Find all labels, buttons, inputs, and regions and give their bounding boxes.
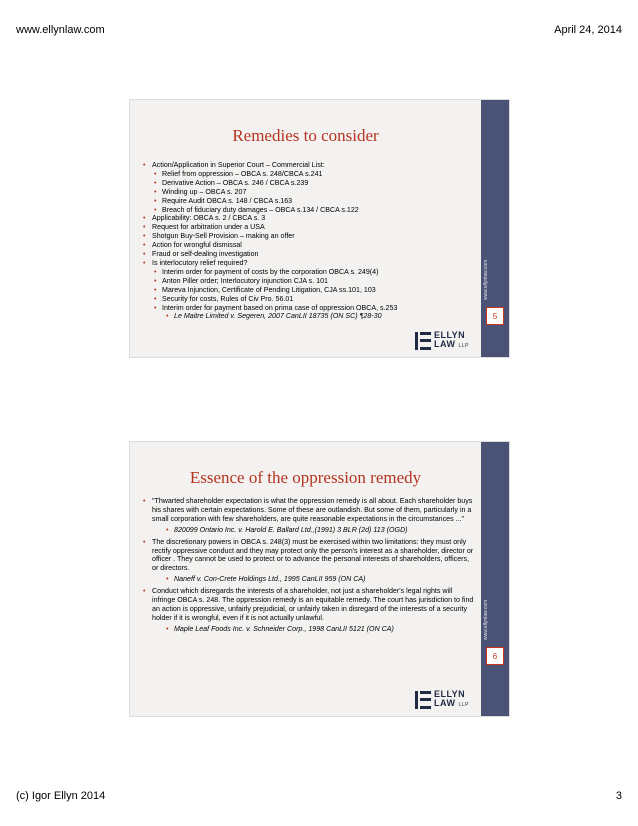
bullet-item: • Security for costs, Rules of Civ Pro. 56.01	[142, 295, 475, 304]
bullet-item: • Is interlocutory relief required?	[142, 259, 475, 268]
logo-text	[434, 331, 469, 351]
logo-suffix: LLP	[458, 343, 469, 349]
slide-remedies	[129, 99, 510, 358]
logo-line1: ELLYN	[434, 689, 466, 699]
bullet-item: • Interim order for payment of costs by the corporation OBCA s. 249(4)	[142, 268, 475, 277]
bullet-item: • Maple Leaf Foods Inc. v. Schneider Corp., 1998 CanLII 5121 (ON CA)	[142, 625, 475, 634]
logo-line2: LAW	[434, 339, 456, 349]
bullet-item: • Interim order for payment based on prima case of oppression OBCA, s.253	[142, 304, 475, 313]
slide-side-url: www.ellynlaw.com	[483, 599, 489, 641]
firm-logo	[415, 689, 475, 711]
bullet-item: • Mareva Injunction, Certificate of Pending Litigation, CJA ss.101, 103	[142, 286, 475, 295]
bullet-item: • Action/Application in Superior Court – Commercial List:	[142, 161, 475, 170]
bullet-item: • Winding up – OBCA s. 207	[142, 188, 475, 197]
bullet-item: • Derivative Action – OBCA s. 246 / CBCA s.239	[142, 179, 475, 188]
slide-title: Remedies to consider	[232, 126, 379, 145]
bullet-item: • Fraud or self-dealing investigation	[142, 250, 475, 259]
bullet-item: • Relief from oppression – OBCA s. 248/CBCA s.241	[142, 170, 475, 179]
logo-mark-icon	[415, 691, 431, 709]
slide-oppression	[129, 441, 510, 717]
header-date: April 24, 2014	[554, 24, 622, 36]
bullet-item: • Breach of fiduciary duty damages – OBCA s.134 / CBCA s.122	[142, 206, 475, 215]
slide-title: Essence of the oppression remedy	[189, 468, 422, 487]
logo-text	[434, 690, 469, 710]
footer-copyright: (c) Igor Ellyn 2014	[16, 790, 106, 802]
logo-suffix: LLP	[458, 702, 469, 708]
header-site: www.ellynlaw.com	[16, 24, 105, 36]
bullet-item: • Applicability: OBCA s. 2 / CBCA s. 3	[142, 214, 475, 223]
logo-line1: ELLYN	[434, 330, 466, 340]
bullet-item: • Request for arbitration under a USA	[142, 223, 475, 232]
bullet-item: • Shotgun Buy-Sell Provision – making an offer	[142, 232, 475, 241]
slide-number: 6	[486, 647, 504, 665]
logo-mark-icon	[415, 332, 431, 350]
logo-line2: LAW	[434, 698, 456, 708]
bullet-item: • Conduct which disregards the interests of a shareholder, not just a shareholder's legal rights will infringe OBCA s. 248. The oppression remedy is an equitable remedy. The court has jurisdiction to find an action is oppressive, unfairly prejudicial, or unfairly taken in disregard of the interests of a security holder if it is wrongful, even if it is not actually unlawful.	[142, 587, 475, 623]
slide-side-url: www.ellynlaw.com	[483, 259, 489, 301]
bullet-item: • "Thwarted shareholder expectation is what the oppression remedy is all about. Each shareholder buys his shares with certain expectations. Some of these are outlandish. But some of them, particularly in a small corporation with few shareholders, are quite reasonable expectations in the circumstances ..."	[142, 497, 475, 524]
bullet-item: • 820099 Ontario Inc. v. Harold E. Ballard Ltd.,(1991) 3 BLR (2d) 113 (OGD)	[142, 526, 475, 535]
footer-page-number: 3	[615, 790, 622, 802]
slide-number: 5	[486, 307, 504, 325]
firm-logo	[415, 330, 475, 352]
bullet-item: • Naneff v. Con-Crete Holdings Ltd., 1995 CanLII 959 (ON CA)	[142, 575, 475, 584]
bullet-item: • Anton Piller order; Interlocutory injunction CJA s. 101	[142, 277, 475, 286]
bullet-item: • Require Audit OBCA s. 148 / CBCA s.163	[142, 197, 475, 206]
bullet-list	[142, 497, 475, 634]
bullet-item: • The discretionary powers in OBCA s. 248(3) must be exercised within two limitations: they must only rectify oppressive conduct and they may protect only the person's interest as a shareholder, director or officer . They cannot be used to protect or to advance the personal interests of shareholders, officers, or directors.	[142, 538, 475, 574]
bullet-item: • Le Maitre Limited v. Segeren, 2007 CanLII 18735 (ON SC) ¶28-30	[142, 312, 475, 321]
bullet-item: • Action for wrongful dismissal	[142, 241, 475, 250]
bullet-list	[142, 161, 475, 321]
